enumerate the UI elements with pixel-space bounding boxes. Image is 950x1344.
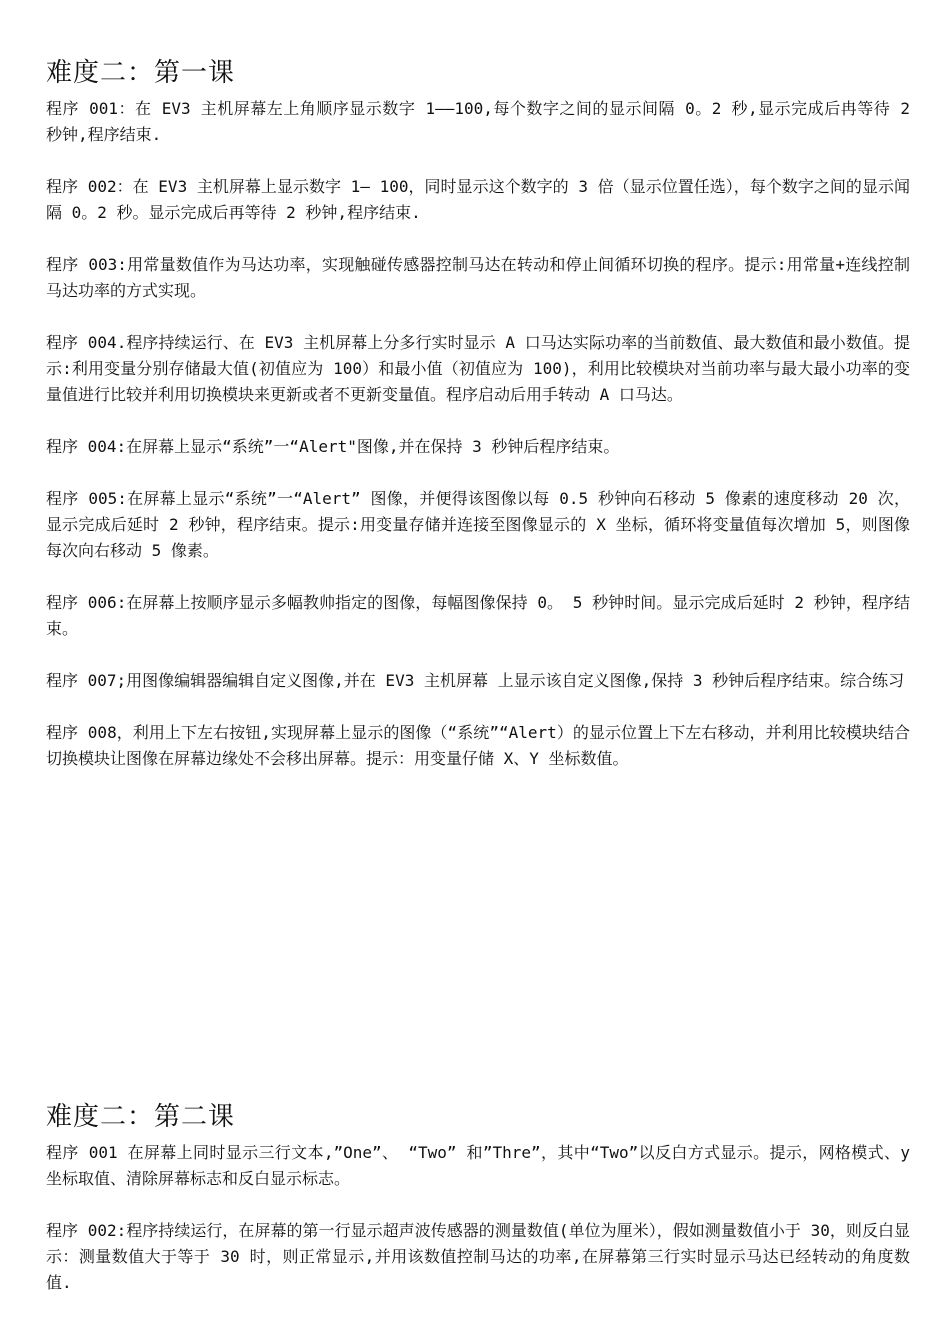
program-paragraph: 程序 004.程序持续运行、在 EV3 主机屏幕上分多行实时显示 A 口马达实际功率的当前数值、最大数值和最小数值。提示:利用变量分别存储最大值(初值应为 100）和最小值（初值应为 100)，利用比较模块对当前功率与最大最小功率的变量值进行比较并利用切换模块来更新或者不更新变量值。程序启动后用手转动 A 口马达。 [46, 333, 910, 404]
program-paragraph: 程序 007;用图像编辑器编辑自定义图像,并在 EV3 主机屏幕 上显示该自定义图像,保持 3 秒钟后程序结束。综合练习 [46, 671, 905, 690]
program-paragraph: 程序 002:程序持续运行，在屏幕的第一行显示超声波传感器的测量数值(单位为厘米），假如测量数值小于 30，则反白显示：测量数值大于等于 30 时，则正常显示,并用该数值控制马达的功率,在屏幕第三行实时显示马达已经转动的角度数值. [46, 1221, 910, 1292]
lesson-2-section [46, 1100, 910, 1322]
lesson-1-section [46, 56, 910, 798]
program-paragraph: 程序 008，利用上下左右按钮,实现屏幕上显示的图像（“系统”“Alert）的显示位置上下左右移动，并利用比较模块结合切换模块让图像在屏幕边缘处不会移出屏幕。提示：用变量仔储 X、Y 坐标数值。 [46, 723, 910, 768]
program-paragraph: 程序 004:在屏幕上显示“系统”一“Alert"图像,并在保持 3 秒钟后程序结束。 [46, 437, 620, 456]
program-paragraph: 程序 001 在屏幕上同时显示三行文本,”One”、 “Two” 和”Thre”，其中“Two”以反白方式显示。提示，网格模式、y 坐标取值、清除屏幕标志和反白显示标志。 [46, 1143, 910, 1188]
program-paragraph: 程序 002：在 EV3 主机屏幕上显示数字 1— 100，同时显示这个数字的 3 倍（显示位置任选），每个数字之间的显示闻隔 0。2 秒。显示完成后再等待 2 秒钟,程序结束. [46, 177, 910, 222]
program-paragraph: 程序 006:在屏幕上按顺序显示多幅教帅指定的图像，每幅图像保持 0。 5 秒钟时间。显示完成后延时 2 秒钟，程序结束。 [46, 593, 910, 638]
program-paragraph: 程序 005:在屏幕上显示“系统”一“Alert” 图像，并便得该图像以每 0.5 秒钟向石移动 5 像素的速度移动 20 次，显示完成后延时 2 秒钟，程序结束。提示:用变量存储并连接至图像显示的 X 坐标，循环将变量值每次增加 5，则图像每次向右移动 5 像素。 [46, 489, 910, 560]
lesson-1-title: 难度二：第一课 [46, 58, 236, 88]
lesson-2-title: 难度二：第二课 [46, 1102, 236, 1132]
program-paragraph: 程序 001：在 EV3 主机屏幕左上角顺序显示数字 1——100,每个数字之间的显示间隔 0。2 秒,显示完成后冉等待 2 秒钟,程序结束. [46, 99, 910, 144]
program-paragraph: 程序 003:用常量数值作为马达功率，实现触碰传感器控制马达在转动和停止间循环切换的程序。提示:用常量+连线控制马达功率的方式实现。 [46, 255, 910, 300]
